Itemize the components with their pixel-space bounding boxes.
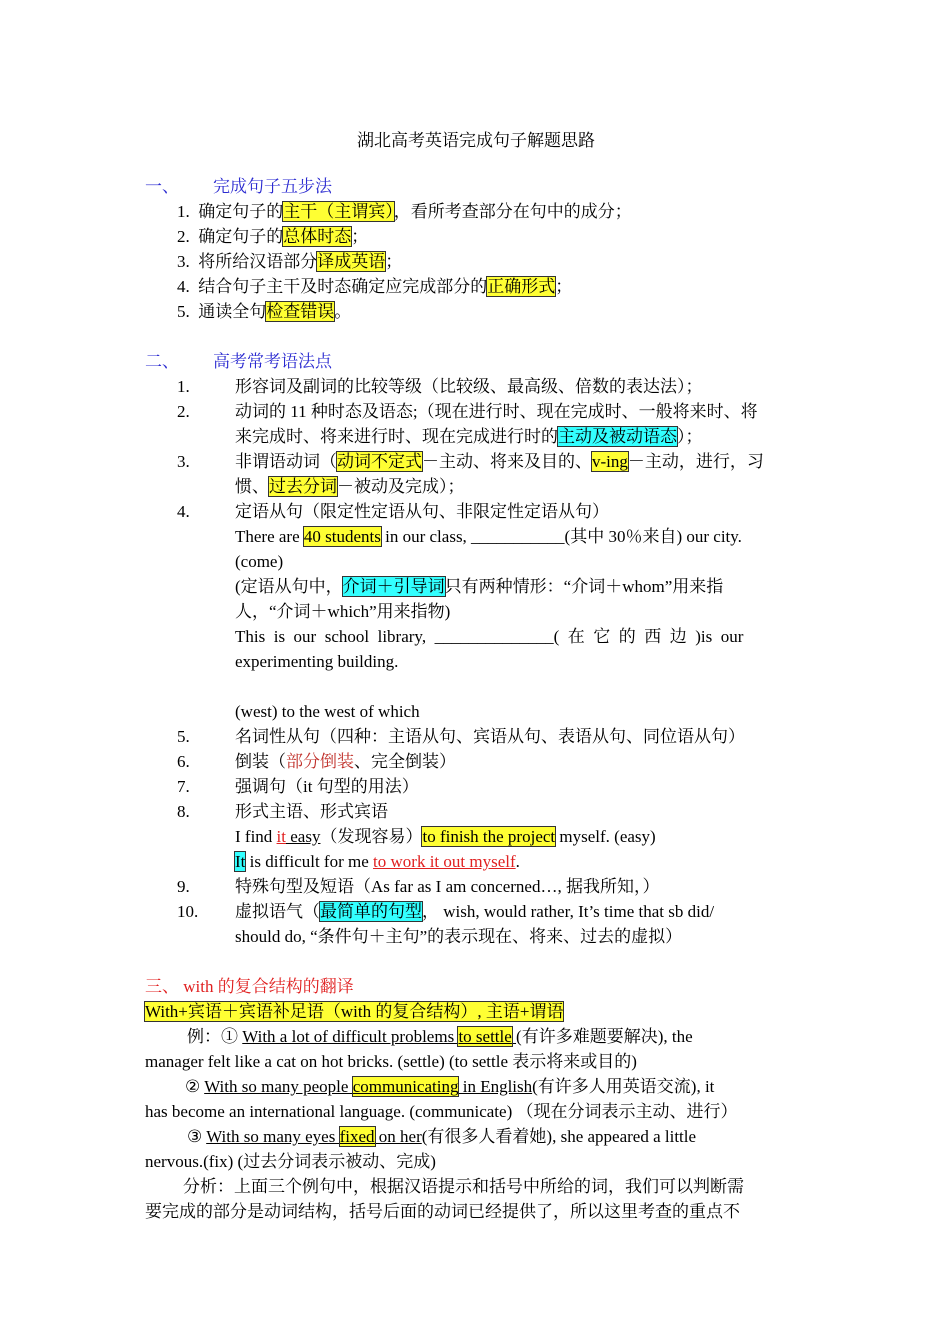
list-item: 2. 确定句子的总体时态； <box>177 227 369 246</box>
highlight: 检查错误 <box>266 302 335 321</box>
example-sentence: 例：① With a lot of difficult problems to settle (有许多难题要解决), the <box>187 1027 693 1046</box>
section-title: 完成句子五步法 <box>213 177 332 196</box>
list-item-text: 形容词及副词的比较等级（比较级、最高级、倍数的表达法）； <box>235 377 703 396</box>
example-sentence: nervous.(fix) (过去分词表示被动、完成) <box>145 1152 436 1171</box>
list-item: 3. 将所给汉语部分译成英语； <box>177 252 403 271</box>
section-number: 一、 <box>145 177 179 196</box>
list-item: 9. <box>177 877 190 896</box>
list-item-text: 非谓语动词（动词不定式－主动、将来及目的、v-ing－主动，进行，习 <box>235 452 764 471</box>
list-item: 10. <box>177 902 199 921</box>
highlight: v-ing <box>592 452 628 471</box>
section-title: 高考常考语法点 <box>213 352 332 371</box>
list-item-text: 特殊句型及短语（As far as I am concerned…, 据我所知，） <box>235 877 660 896</box>
highlight: to settle <box>458 1027 512 1046</box>
list-item: 6. <box>177 752 190 771</box>
example-sentence: ③ With so many eyes fixed on her(有很多人看着她), she appeared a little <box>187 1127 697 1146</box>
list-item: 5. 通读全句检查错误。 <box>177 302 352 321</box>
highlight: It <box>235 852 246 871</box>
list-item: 4. 结合句子主干及时态确定应完成部分的正确形式； <box>177 277 573 296</box>
highlight: to finish the project <box>422 827 556 846</box>
example-sentence: There are 40 students in our class, ___________(其中 30％来自) our city. <box>235 527 742 546</box>
list-item: 1. 确定句子的主干（主谓宾），看所考查部分在句中的成分； <box>177 202 632 221</box>
document-title: 湖北高考英语完成句子解题思路 <box>357 131 595 150</box>
list-item-text: 来完成时、将来进行时、现在完成进行时的主动及被动语态）； <box>235 427 703 446</box>
highlight: 动词不定式 <box>337 452 422 471</box>
highlight: 译成英语 <box>317 252 386 271</box>
highlight: With+宾语＋宾语补足语（with 的复合结构）, 主语+谓语 <box>145 1002 564 1021</box>
formula <box>145 999 563 1024</box>
example-sentence: ② With so many people communicating in English(有许多人用英语交流), it <box>185 1077 715 1096</box>
list-item: 7. <box>177 777 190 796</box>
list-item-text: 强调句（it 句型的用法） <box>235 777 419 796</box>
list-item-text: 定语从句（限定性定语从句、非限定性定语从句） <box>235 502 609 521</box>
analysis-text: 要完成的部分是动词结构，括号后面的动词已经提供了，所以这里考查的重点不 <box>145 1202 740 1221</box>
list-item-text: 虚拟语气（最简单的句型， wish, would rather, It’s time that sb did/ <box>235 902 715 921</box>
highlight: 主动及被动语态 <box>558 427 677 446</box>
analysis-text: 分析：上面三个例句中，根据汉语提示和括号中所给的词，我们可以判断需 <box>183 1177 744 1196</box>
example-sentence: has become an international language. (communicate) （现在分词表示主动、进行） <box>145 1102 738 1121</box>
note: 人，“介词＋which”用来指物) <box>235 602 451 621</box>
example-sentence: (come) <box>235 552 284 571</box>
list-item: 8. <box>177 802 190 821</box>
list-item-text: 动词的 11 种时态及语态;（现在进行时、现在完成时、一般将来时、将 <box>235 402 758 421</box>
list-item: 1. <box>177 377 190 396</box>
example-sentence: experimenting building. <box>235 652 399 671</box>
highlight: communicating <box>352 1077 459 1096</box>
list-item: 4. <box>177 502 190 521</box>
list-item: 2. <box>177 402 190 421</box>
example-sentence: manager felt like a cat on hot bricks. (settle) (to settle 表示将来或目的) <box>145 1052 637 1071</box>
list-item-text: 形式主语、形式宾语 <box>235 802 388 821</box>
section-number: 二、 <box>145 352 179 371</box>
highlight: 正确形式 <box>487 277 556 296</box>
example-sentence: It is difficult for me to work it out myself. <box>235 852 520 871</box>
highlight: 过去分词 <box>269 477 337 496</box>
section-1-heading <box>145 174 332 199</box>
highlight: 介词＋引导词 <box>342 577 445 596</box>
list-item: 5. <box>177 727 190 746</box>
example-sentence: I find it easy（发现容易）to finish the project myself. (easy) <box>235 827 656 846</box>
section-2-heading <box>145 349 332 374</box>
section-3-heading: 三、 with 的复合结构的翻译 <box>145 977 354 996</box>
example-sentence: This is our school library, ______________( 在 它 的 西 边 )is our <box>235 627 744 646</box>
note: (定语从句中，介词＋引导词只有两种情形：“介词＋whom”用来指 <box>235 577 724 596</box>
highlight: 主干（主谓宾） <box>283 202 394 221</box>
list-item-text: should do, “条件句＋主句”的表示现在、将来、过去的虚拟） <box>235 927 683 946</box>
highlight: 最简单的句型 <box>320 902 422 921</box>
highlight: 40 students <box>303 527 381 546</box>
list-item-text: 倒装（部分倒装、完全倒装） <box>235 752 456 771</box>
highlight: fixed <box>339 1127 375 1146</box>
highlight: 总体时态 <box>283 227 352 246</box>
answer: (west) to the west of which <box>235 702 420 721</box>
list-item-text: 惯、过去分词－被动及完成）； <box>235 477 465 496</box>
list-item-text: 名词性从句（四种：主语从句、宾语从句、表语从句、同位语从句） <box>235 727 745 746</box>
list-item: 3. <box>177 452 190 471</box>
